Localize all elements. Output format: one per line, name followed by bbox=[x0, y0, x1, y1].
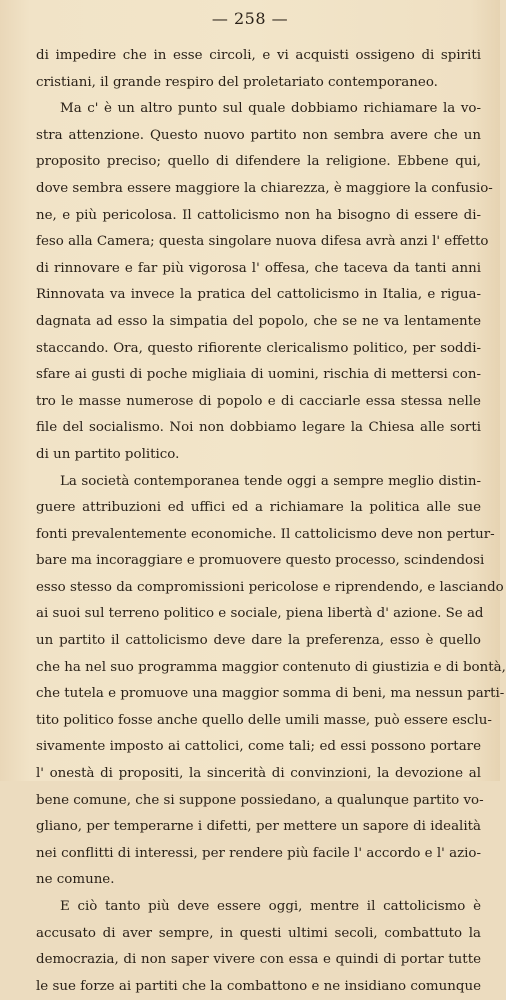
text-line: E ciò tanto più deve essere oggi, mentre il cattolicismo è bbox=[60, 899, 481, 914]
text-line: Ma c' è un altro punto sul quale dobbiamo richiamare la vo- bbox=[60, 101, 481, 117]
text-line: l' onestà di propositi, la sincerità di convinzioni, la devozione al bbox=[36, 766, 481, 782]
text-line: ne, e più pericolosa. Il cattolicismo non ha bisogno di essere di- bbox=[36, 207, 481, 223]
text-line: file del socialismo. Noi non dobbiamo legare la Chiesa alle sorti bbox=[36, 420, 481, 436]
page-number: — 258 — bbox=[211, 9, 289, 28]
text-line: le sue forze ai partiti che la combattono e ne insidiano comunque bbox=[36, 978, 481, 994]
text-line: bare ma incoraggiare e promuovere questo processo, scindendosi bbox=[36, 553, 485, 569]
text-line: un partito il cattolicismo deve dare la preferenza, esso è quello bbox=[36, 633, 481, 649]
text-line: di rinnovare e far più vigorosa l' offesa, che taceva da tanti anni bbox=[36, 260, 481, 276]
text-line: che ha nel suo programma maggior contenuto di giustizia e di bontà, bbox=[36, 659, 506, 675]
text-line: sfare ai gusti di poche migliaia di uomini, rischia di mettersi con- bbox=[36, 367, 481, 383]
text-line: staccando. Ora, questo rifiorente clericalismo politico, per soddi- bbox=[36, 340, 481, 356]
text-line: nei conflitti di interessi, per rendere più facile l' accordo e l' azio- bbox=[36, 845, 481, 861]
text-line: dagnata ad esso la simpatia del popolo, che se ne va lentamente bbox=[36, 313, 481, 329]
text-line: accusato di aver sempre, in questi ultimi secoli, combattuto la bbox=[36, 925, 481, 941]
text-line: Rinnovata va invece la pratica del cattolicismo in Italia, e rigua- bbox=[36, 287, 481, 303]
text-line: che tutela e promuove una maggior somma di beni, ma nessun parti- bbox=[36, 686, 505, 702]
text-line: ai suoi sul terreno politico e sociale, piena libertà d' azione. Se ad bbox=[36, 606, 484, 622]
text-line: esso stesso da compromissioni pericolose e riprendendo, e lasciando bbox=[36, 579, 504, 595]
text-line: guere attribuzioni ed uffici ed a richiamare la politica alle sue bbox=[36, 500, 481, 516]
text-line: feso alla Camera; questa singolare nuova difesa avrà anzi l' effetto bbox=[36, 234, 489, 250]
text-line: ne comune. bbox=[36, 872, 115, 888]
text-line: democrazia, di non saper vivere con essa e quindi di portar tutte bbox=[36, 952, 481, 968]
text-line: gliano, per temperarne i difetti, per mettere un sapore di idealità bbox=[36, 819, 481, 835]
text-line: proposito preciso; quello di difendere la religione. Ebbene qui, bbox=[36, 154, 481, 170]
text-line: fonti prevalentemente economiche. Il cattolicismo deve non pertur- bbox=[36, 526, 495, 542]
text-line: dove sembra essere maggiore la chiarezza, è maggiore la confusio- bbox=[36, 180, 493, 196]
body-text bbox=[36, 43, 506, 1000]
text-line: di impedire che in esse circoli, e vi acquisti ossigeno di spiriti bbox=[36, 48, 481, 63]
text-line: La società contemporanea tende oggi a sempre meglio distin- bbox=[60, 473, 481, 489]
text-line: tro le masse numerose di popolo e di cacciarle essa stessa nelle bbox=[36, 393, 481, 409]
text-line: bene comune, che si suppone possiedano, a qualunque partito vo- bbox=[36, 792, 484, 808]
text-line: stra attenzione. Questo nuovo partito non sembra avere che un bbox=[36, 127, 481, 143]
text-line: sivamente imposto ai cattolici, come tali; ed essi possono portare bbox=[36, 739, 481, 755]
text-line: tito politico fosse anche quello delle umili masse, può essere esclu- bbox=[36, 712, 492, 728]
text-line: cristiani, il grande respiro del proletariato contemporaneo. bbox=[36, 74, 438, 90]
text-line: di un partito politico. bbox=[36, 446, 180, 462]
